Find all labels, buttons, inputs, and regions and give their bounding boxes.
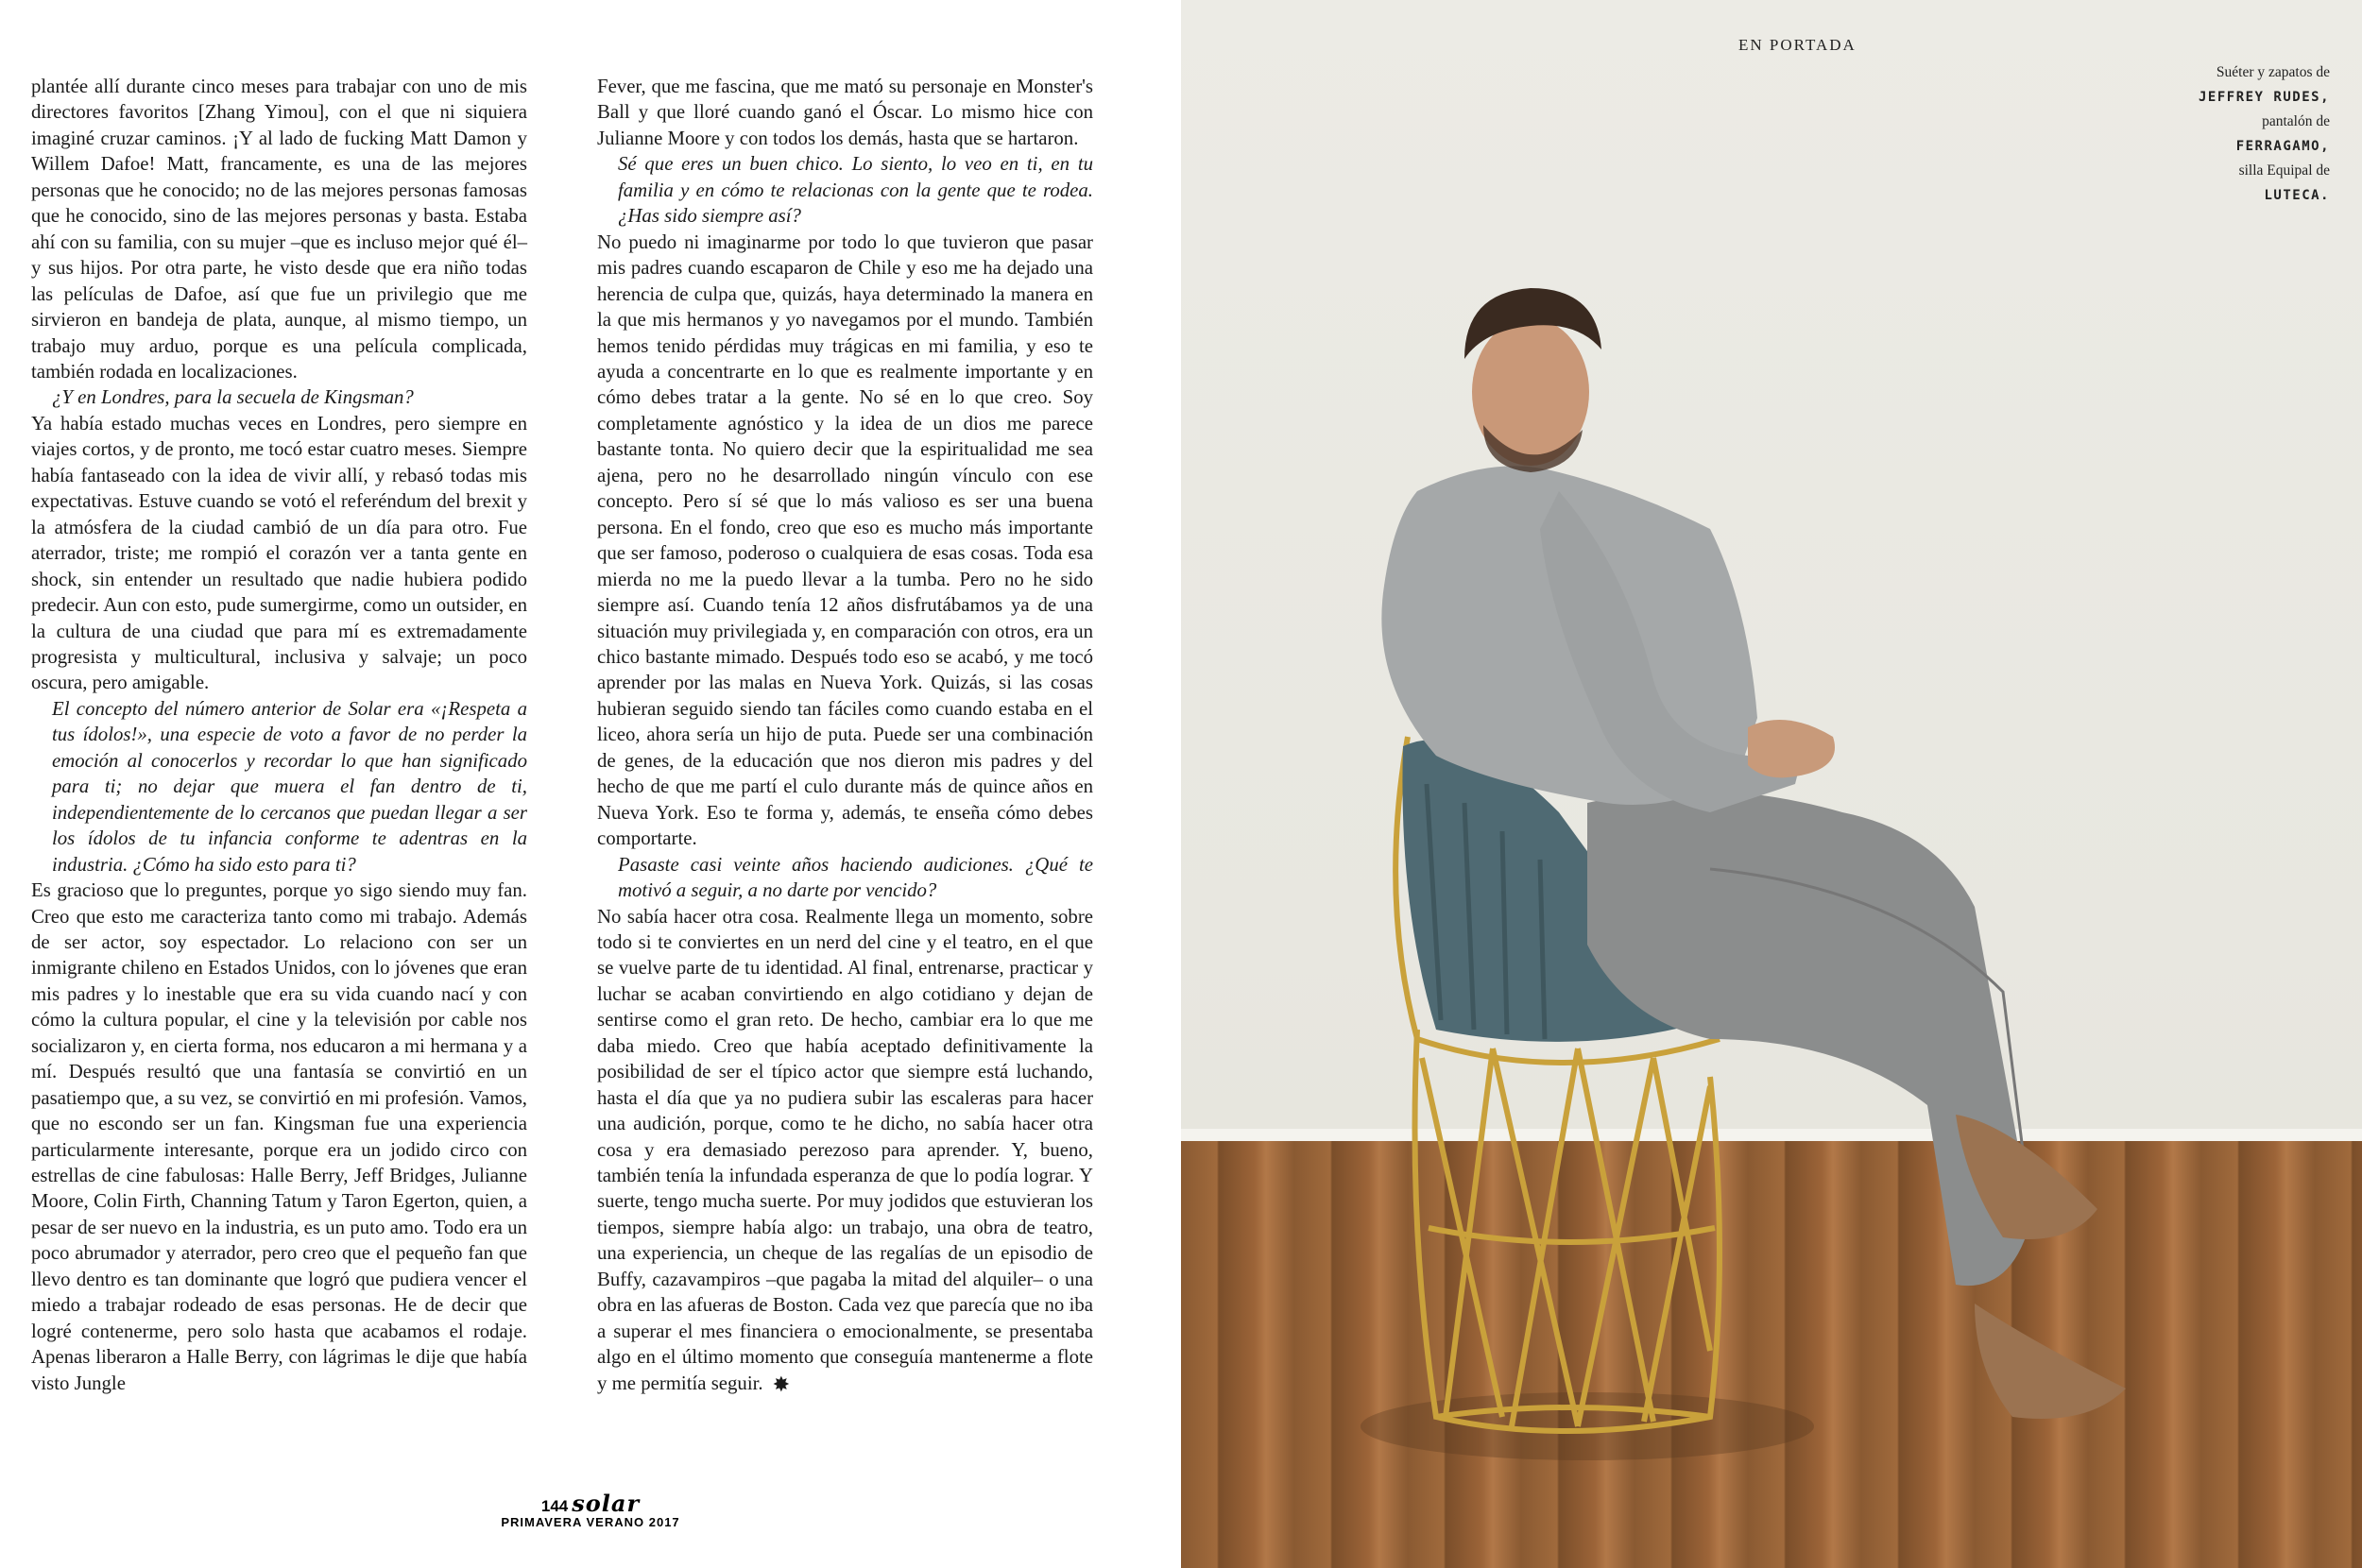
credit-line: silla Equipal de — [2238, 162, 2330, 179]
answer-paragraph-final — [597, 904, 1093, 1398]
credit-line: Suéter y zapatos de — [2216, 64, 2330, 80]
magazine-logo: solar — [572, 1490, 641, 1517]
answer-paragraph: Ya había estado muchas veces en Londres, pero siempre en viajes cortos, y de pronto, me tocó estar cuatro meses. Siempre había fantaseado con la idea de vivir allí, y rebasó todas mis expectativas. Estuve cuando se votó el referéndum del brexit y la atmósfera de la ciudad cambió de un día para otro. Fue aterrador, triste; me rompió el corazón ver a tanta gente en shock, sin entender un resultado que nadie hubiera podido predecir. Aun con esto, pude sumergirme, como un outsider, en la cultura de una ciudad que para mí es extremadamente progresista y multicultural, inclusiva y salvaje; un poco oscura, pero amigable. — [31, 412, 527, 694]
credit-brand: FERRAGAMO, — [2235, 139, 2330, 154]
interview-question: Pasaste casi veinte años haciendo audiciones. ¿Qué te motivó a seguir, a no darte por vencido? — [618, 853, 1093, 902]
credit-brand: LUTECA. — [2264, 188, 2330, 203]
shoe-bottom — [1975, 1304, 2126, 1419]
answer-paragraph: Es gracioso que lo preguntes, porque yo sigo siendo muy fan. Creo que esto me caracteriza tanto como mi trabajo. Además de ser actor, soy espectador. Lo relaciono con ser un inmigrante chileno en Estados Unidos, con lo jóvenes que eran mis padres y lo inestable que era su vida cuando nací y con cómo la cultura popular, el cine y la televisión por cable nos socializaron y, en cierta forma, nos educaron a mi hermana y a mí. Después resultó que una fantasía se convirtió en un pasatiempo que, a su vez, se convirtió en mi profesión. Vamos, que no escondo ser un fan. Kingsman fue una experiencia particularmente interesante, porque era un jodido circo con estrellas de cine fabulosas: Halle Berry, Jeff Bridges, Julianne Moore, Colin Firth, Channing Tatum y Taron Egerton, quien, a pesar de ser nuevo en la industria, es un puto amo. Todo era un poco abrumador y aterrador, pero creo que el pequeño fan que llevo dentro es tan dominante que logró que pudiera vencer el miedo a trabajar rodeado de esas personas. He de decir que logré contenerme, pero solo hasta que acabamos el rodaje. Apenas liberaron a Halle Berry, con lágrimas le dije que había visto Jungle — [31, 879, 527, 1394]
portrait-photo — [1181, 0, 2362, 1568]
issue-label: PRIMAVERA VERANO 2017 — [501, 1515, 680, 1529]
section-label: EN PORTADA — [1738, 36, 1857, 54]
final-answer-text: No sabía hacer otra cosa. Realmente llega un momento, sobre todo si te conviertes en un nerd del cine y el teatro, en el que se vuelve parte de tu identidad. Al final, entrenarse, practicar y luchar se acaban convirtiendo en algo cotidiano y dejan de sentirse como el gran reto. De hecho, cambiar era lo que me daba miedo. Creo que había aceptado definitivamente la posibilidad de ser el típico actor que siempre está luchando, hasta el día que ya no pudiera subir las escaleras para hacer una audición, porque, como te he dicho, no sabía hacer otra cosa y era demasiado perezoso para aprender. Y, bueno, también tenía la infundada esperanza de que lo podía lograr. Y suerte, tengo mucha suerte. Por muy jodidos que estuvieran los tiempos, siempre había algo: un trabajo, una obra de teatro, una experiencia, un cheque de las regalías de un episodio de Buffy, cazavampiros –que pagaba la mitad del alquiler– o una obra en las afueras de Boston. Cada vez que parecía que no iba a superar el mes financiera o emocionalmente, se presentaba algo en el último momento que conseguía mantenerme a flote y me permitía seguir. — [597, 905, 1094, 1394]
answer-paragraph: Fever, que me fascina, que me mató su personaje en Monster's Ball y que lloré cuando ganó el Óscar. Lo mismo hice con Julianne Moore y con todos los demás, hasta que se hartaron. — [597, 76, 1093, 149]
page-folio — [0, 1490, 1181, 1529]
sunburst-end-mark-icon: ✸ — [772, 1372, 791, 1396]
right-page-photo — [1181, 0, 2362, 1568]
hand — [1748, 720, 1835, 777]
answer-paragraph: No puedo ni imaginarme por todo lo que tuvieron que pasar mis padres cuando escaparon de Chile y eso me ha dejado una herencia de culpa que, quizás, haya determinado la manera en la que mis hermanos y yo navegamos por el mundo. También hemos tenido pérdidas muy trágicas en mi familia, y eso te ayuda a concentrarte en lo que es realmente importante y en cómo debes tratar a la gente. No sé en lo que creo. Soy completamente agnóstico y la idea de un dios me parece bastante tonta. No quiero decir que la espiritualidad me sea ajena, pero no he desarrollado ningún vínculo con ese concepto. Pero sí sé que lo más valioso es ser una buena persona. En el fondo, creo que eso es mucho más importante que ser famoso, poderoso o cualquiera de esas cosas. Toda esa mierda no me la puedo llevar a la tumba. Pero no he sido siempre así. Cuando tenía 12 años disfrutábamos ya de una situación muy privilegiada y, en comparación con otros, era un chico bastante mimado. Después todo eso se acabó, y me tocó aprender por las malas en Nueva York. Quizás, si las cosas hubieran seguido siendo tan fáciles como cuando estaba en el liceo, ahora sería un hijo de puta. Puede ser una combinación de genes, de la educación que nos dieron mis padres y del hecho de que me partí el culo durante más de quince años en Nueva York. Eso te forma y, además, te enseña cómo debes comportarte. — [597, 230, 1093, 850]
credit-line: pantalón de — [2262, 113, 2330, 129]
interview-question: ¿Y en Londres, para la secuela de Kingsman? — [52, 386, 414, 409]
credit-brand: JEFFREY RUDES, — [2198, 90, 2330, 105]
clothing-credits — [2160, 60, 2330, 208]
text-column-1 — [31, 74, 527, 1396]
answer-paragraph: plantée allí durante cinco meses para trabajar con uno de mis directores favoritos [Zhang Yimou], con el que ni siquiera imaginé cruzar caminos. ¡Y al lado de fucking Matt Damon y Willem Dafoe! Matt, francamente, es una de las mejores personas que he conocido; no de las mejores personas famosas que he conocido, sino de las mejores personas y basta. Estaba ahí con su familia, con su mujer –que es incluso mejor qué él– y sus hijos. Por otra parte, he visto desde que era niño todas las películas de Dafoe, así que fue un privilegio que me sirvieron en bandeja de plata, aunque, al mismo tiempo, un trabajo muy arduo, porque es una película complicada, también rodada en localizaciones. — [31, 76, 527, 383]
chair-shadow — [1361, 1392, 1814, 1460]
text-column-2 — [597, 74, 1093, 1397]
trousers — [1587, 791, 2031, 1286]
interview-question: Sé que eres un buen chico. Lo siento, lo veo en ti, en tu familia y en cómo te relacionas con la gente que te rodea. ¿Has sido siempre así? — [618, 153, 1093, 228]
interview-question: El concepto del número anterior de Solar era «¡Respeta a tus ídolos!», una especie de voto a favor de no perder la emoción al conocerlos y recordar lo que han significado para ti; no dejar que muera el fan dentro de ti, independientemente de lo cercanos que puedan llegar a ser los ídolos de tu infancia conforme te adentras en la industria. ¿Cómo ha sido esto para ti? — [52, 697, 527, 876]
page-number: 144 — [540, 1497, 569, 1515]
